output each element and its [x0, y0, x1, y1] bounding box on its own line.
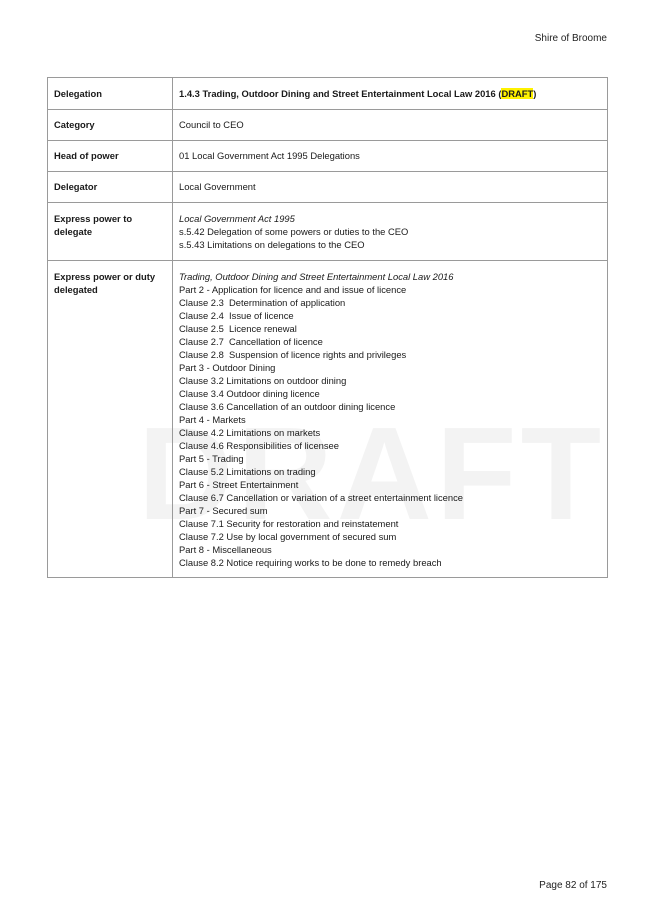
- list-item: Part 7 - Secured sum: [179, 505, 268, 516]
- delegation-label: Delegation: [48, 78, 173, 110]
- list-item: Part 2 - Application for licence and and issue of licence: [179, 284, 407, 295]
- delegation-title: 1.4.3 Trading, Outdoor Dining and Street Entertainment Local Law 2016 (: [179, 88, 502, 99]
- delegation-table: [47, 77, 608, 578]
- head-of-power-value: 01 Local Government Act 1995 Delegations: [173, 141, 608, 172]
- list-item: Clause 7.1 Security for restoration and reinstatement: [179, 518, 399, 529]
- list-item: Clause 2.8 Suspension of licence rights and privileges: [179, 349, 407, 360]
- list-item: Part 6 - Street Entertainment: [179, 479, 299, 490]
- table-row: [48, 141, 608, 172]
- delegation-title-close: ): [533, 88, 537, 99]
- list-item: Clause 3.4 Outdoor dining licence: [179, 388, 320, 399]
- delegator-label: Delegator: [48, 172, 173, 203]
- list-item: s.5.43 Limitations on delegations to the CEO: [179, 239, 365, 250]
- table-row: [48, 110, 608, 141]
- table-row: [48, 203, 608, 261]
- list-item: Clause 2.7 Cancellation of licence: [179, 336, 323, 347]
- list-item: Clause 4.2 Limitations on markets: [179, 427, 321, 438]
- act-title: Local Government Act 1995: [179, 213, 295, 224]
- list-item: Part 4 - Markets: [179, 414, 246, 425]
- draft-highlight: DRAFT: [501, 88, 534, 99]
- category-value: Council to CEO: [173, 110, 608, 141]
- list-item: Clause 3.6 Cancellation of an outdoor dining licence: [179, 401, 396, 412]
- delegated-lines-list: [179, 283, 601, 569]
- express-power-delegated-value: [173, 261, 608, 578]
- category-label: Category: [48, 110, 173, 141]
- list-item: s.5.42 Delegation of some powers or duties to the CEO: [179, 226, 409, 237]
- table-row: [48, 78, 608, 110]
- list-item: Clause 6.7 Cancellation or variation of a street entertainment licence: [179, 492, 464, 503]
- list-item: Part 5 - Trading: [179, 453, 244, 464]
- list-item: Clause 3.2 Limitations on outdoor dining: [179, 375, 347, 386]
- table-row: [48, 261, 608, 578]
- head-of-power-label: Head of power: [48, 141, 173, 172]
- list-item: Clause 2.3 Determination of application: [179, 297, 346, 308]
- list-item: Clause 2.4 Issue of licence: [179, 310, 294, 321]
- delegation-value: [173, 78, 608, 110]
- list-item: Clause 5.2 Limitations on trading: [179, 466, 316, 477]
- table-row: [48, 172, 608, 203]
- express-power-delegated-label: Express power or duty delegated: [48, 261, 173, 578]
- list-item: Clause 2.5 Licence renewal: [179, 323, 297, 334]
- local-law-title: Trading, Outdoor Dining and Street Entertainment Local Law 2016: [179, 271, 454, 282]
- delegator-value: Local Government: [173, 172, 608, 203]
- list-item: Part 3 - Outdoor Dining: [179, 362, 276, 373]
- page-number: Page 82 of 175: [539, 880, 607, 891]
- organisation-name: Shire of Broome: [534, 33, 607, 44]
- power-lines-list: [179, 225, 601, 251]
- list-item: Part 8 - Miscellaneous: [179, 544, 272, 555]
- express-power-to-delegate-value: [173, 203, 608, 261]
- list-item: Clause 7.2 Use by local government of secured sum: [179, 531, 397, 542]
- express-power-to-delegate-label: Express power to delegate: [48, 203, 173, 261]
- list-item: Clause 4.6 Responsibilities of licensee: [179, 440, 339, 451]
- list-item: Clause 8.2 Notice requiring works to be done to remedy breach: [179, 557, 442, 568]
